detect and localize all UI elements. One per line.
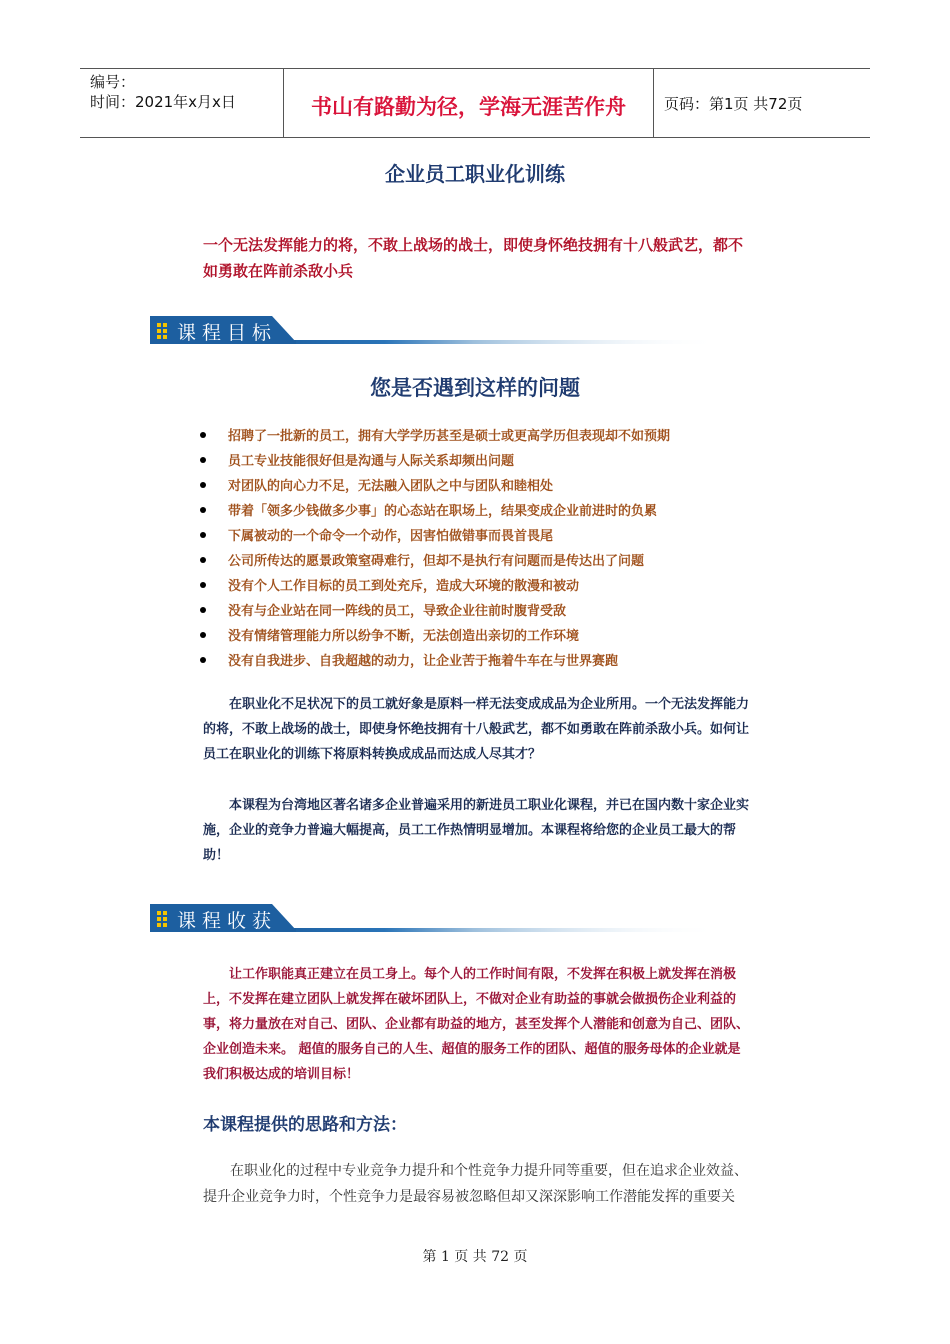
bullet-icon	[200, 557, 206, 563]
list-item: 招聘了一批新的员工，拥有大学学历甚至是硕士或更高学历但表现却不如预期	[0, 423, 800, 448]
bullet-icon	[200, 632, 206, 638]
page-number-label: 页码：第1页 共72页	[664, 95, 803, 113]
list-item: 没有自我进步、自我超越的动力，让企业苦于拖着牛车在与世界赛跑	[0, 648, 800, 673]
method-heading: 本课程提供的思路和方法：	[203, 1115, 407, 1135]
list-item: 下属被动的一个命令一个动作，因害怕做错事而畏首畏尾	[0, 523, 800, 548]
paragraph-course-intro: 本课程为台湾地区著名诸多企业普遍采用的新进员工职业化课程，并已在国内数十家企业实施，企业的竞争力普遍大幅提高，员工工作热情明显增加。本课程将给您的企业员工最大的帮助！	[203, 798, 750, 863]
bullet-icon	[200, 507, 206, 513]
banner-course-gains	[150, 904, 720, 932]
banner-course-goals	[150, 316, 720, 344]
header-motto-cell	[284, 69, 654, 137]
bullet-icon	[200, 657, 206, 663]
list-item: 没有与企业站在同一阵线的员工，导致企业往前时腹背受敌	[0, 598, 800, 623]
paragraph-course-gains: 让工作职能真正建立在员工身上。每个人的工作时间有限，不发挥在积极上就发挥在消极上，不发挥在建立团队上就发挥在破坏团队上，不做对企业有助益的事就会做损伤企业利益的事，将力量放在对自己、团队、企业都有助益的地方，甚至发挥个人潜能和创意为自己、团队、企业创造未来。 超值的服务自己的人生、超值的服务工作的团队、超值的服务母体的企业就是我们积极达成的培训目标！	[203, 967, 750, 1082]
banner-label: 课程收获	[177, 910, 278, 932]
list-item: 没有情绪管理能力所以纷争不断，无法创造出亲切的工作环境	[0, 623, 800, 648]
paragraph-professionalism: 在职业化不足状况下的员工就好象是原料一样无法变成成品为企业所用。一个无法发挥能力的将，不敢上战场的战士，即使身怀绝技拥有十八般武艺，都不如勇敢在阵前杀敌小兵。如何让员工在职业化的训练下将原料转换成成品而达成人尽其才？	[203, 697, 750, 762]
question-title: 您是否遇到这样的问题	[370, 375, 580, 400]
header-page-cell	[654, 69, 870, 137]
bullet-icon	[200, 457, 206, 463]
document-title: 企业员工职业化训练	[385, 162, 565, 186]
page-footer: 第 1 页 共 72 页	[422, 1249, 528, 1265]
bullet-icon	[200, 532, 206, 538]
paragraph-method: 在职业化的过程中专业竞争力提升和个性竞争力提升同等重要，但在追求企业效益、提升企业竞争力时，个性竞争力是最容易被忽略但却又深深影响工作潜能发挥的重要关	[203, 1163, 748, 1205]
bullet-icon	[200, 607, 206, 613]
banner-label: 课程目标	[177, 322, 278, 344]
number-label: 编号：	[90, 73, 136, 91]
header-info-cell	[80, 69, 284, 137]
list-item: 员工专业技能很好但是沟通与人际关系却频出问题	[0, 448, 800, 473]
intro-quote: 一个无法发挥能力的将，不敢上战场的战士，即使身怀绝技拥有十八般武艺，都不如勇敢在阵前杀敌小兵	[203, 236, 744, 280]
list-item: 公司所传达的愿景政策窒碍难行，但却不是执行有问题而是传达出了问题	[0, 548, 800, 573]
list-item: 没有个人工作目标的员工到处充斥，造成大环境的散漫和被动	[0, 573, 800, 598]
bullet-icon	[200, 432, 206, 438]
page-header	[80, 68, 870, 138]
bullet-icon	[200, 482, 206, 488]
motto: 书山有路勤为径，学海无涯苦作舟	[311, 95, 626, 119]
list-item: 对团队的向心力不足，无法融入团队之中与团队和睦相处	[0, 473, 800, 498]
date-label: 时间：2021年x月x日	[90, 93, 236, 111]
bullet-icon	[200, 582, 206, 588]
list-item: 带着「领多少钱做多少事」的心态站在职场上，结果变成企业前进时的负累	[0, 498, 800, 523]
